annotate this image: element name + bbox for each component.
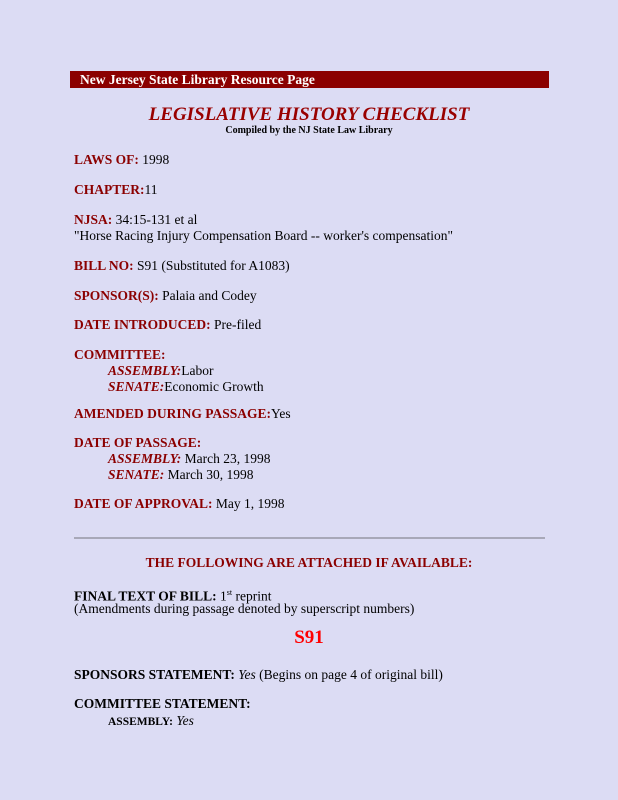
committee-statement-assembly-row bbox=[108, 712, 194, 731]
committee-assembly-label: ASSEMBLY: bbox=[108, 363, 182, 378]
committee-label: COMMITTEE: bbox=[74, 347, 166, 362]
bill-no-row bbox=[74, 257, 290, 274]
final-text-note: (Amendments during passage denoted by superscript numbers) bbox=[74, 601, 415, 616]
passage-senate-value: March 30, 1998 bbox=[164, 467, 254, 482]
date-of-passage-label: DATE OF PASSAGE: bbox=[74, 435, 202, 450]
resource-banner: New Jersey State Library Resource Page bbox=[70, 71, 549, 88]
amended-row bbox=[74, 405, 291, 422]
date-introduced-label: DATE INTRODUCED: bbox=[74, 317, 211, 332]
bill-heading: S91 bbox=[294, 627, 324, 648]
date-introduced-row bbox=[74, 316, 261, 333]
page-title: LEGISLATIVE HISTORY CHECKLIST bbox=[148, 104, 470, 125]
passage-assembly-row bbox=[108, 450, 271, 467]
njsa-row bbox=[74, 211, 197, 228]
sponsors-statement-note: (Begins on page 4 of original bill) bbox=[255, 667, 443, 682]
final-text-value: reprint bbox=[232, 588, 272, 604]
amended-value: Yes bbox=[271, 406, 291, 421]
laws-of-row bbox=[74, 151, 169, 168]
final-text-num: 1 bbox=[216, 588, 227, 604]
sponsors-statement-row bbox=[74, 666, 443, 683]
passage-assembly-label: ASSEMBLY: bbox=[108, 451, 182, 466]
sponsors-statement-value: Yes bbox=[238, 667, 256, 682]
date-introduced-value: Pre-filed bbox=[210, 317, 262, 332]
sponsors-value: Palaia and Codey bbox=[158, 288, 257, 303]
passage-assembly-value: March 23, 1998 bbox=[181, 451, 271, 466]
laws-of-value: 1998 bbox=[138, 152, 170, 167]
laws-of-label: LAWS OF: bbox=[74, 152, 139, 167]
sponsors-label: SPONSOR(S): bbox=[74, 288, 159, 303]
chapter-label: CHAPTER: bbox=[74, 182, 145, 197]
final-text-sup: st bbox=[226, 588, 233, 597]
njsa-value: 34:15-131 et al bbox=[112, 212, 198, 227]
amended-label: AMENDED DURING PASSAGE: bbox=[74, 406, 272, 421]
final-text-label: FINAL TEXT OF BILL: bbox=[74, 588, 217, 604]
date-of-approval-label: DATE OF APPROVAL: bbox=[74, 496, 213, 511]
committee-assembly-value: Labor bbox=[181, 363, 214, 378]
njsa-label: NJSA: bbox=[74, 212, 113, 227]
chapter-value: 11 bbox=[144, 182, 158, 197]
bill-no-label: BILL NO: bbox=[74, 258, 134, 273]
date-of-approval-value: May 1, 1998 bbox=[212, 496, 285, 511]
sponsors-row bbox=[74, 287, 257, 304]
passage-senate-row bbox=[108, 466, 254, 483]
committee-senate-value: Economic Growth bbox=[164, 379, 264, 394]
passage-senate-label: SENATE: bbox=[108, 467, 165, 482]
horizontal-divider bbox=[74, 537, 545, 539]
chapter-row bbox=[74, 181, 158, 198]
committee-statement-assembly-value: Yes bbox=[176, 713, 194, 728]
committee-senate-label: SENATE: bbox=[108, 379, 165, 394]
committee-statement-label: COMMITTEE STATEMENT: bbox=[74, 696, 251, 711]
sponsors-statement-label: SPONSORS STATEMENT: bbox=[74, 667, 235, 682]
committee-assembly-row bbox=[108, 362, 214, 379]
page-subtitle: Compiled by the NJ State Law Library bbox=[225, 125, 393, 136]
date-of-approval-row bbox=[74, 495, 285, 512]
attached-heading: THE FOLLOWING ARE ATTACHED IF AVAILABLE: bbox=[145, 555, 473, 570]
njsa-description: "Horse Racing Injury Compensation Board -- worker's compensation" bbox=[74, 228, 453, 243]
bill-no-value: S91 (Substituted for A1083) bbox=[133, 258, 290, 273]
committee-senate-row bbox=[108, 378, 264, 395]
committee-statement-assembly-label: ASSEMBLY: bbox=[108, 716, 173, 728]
